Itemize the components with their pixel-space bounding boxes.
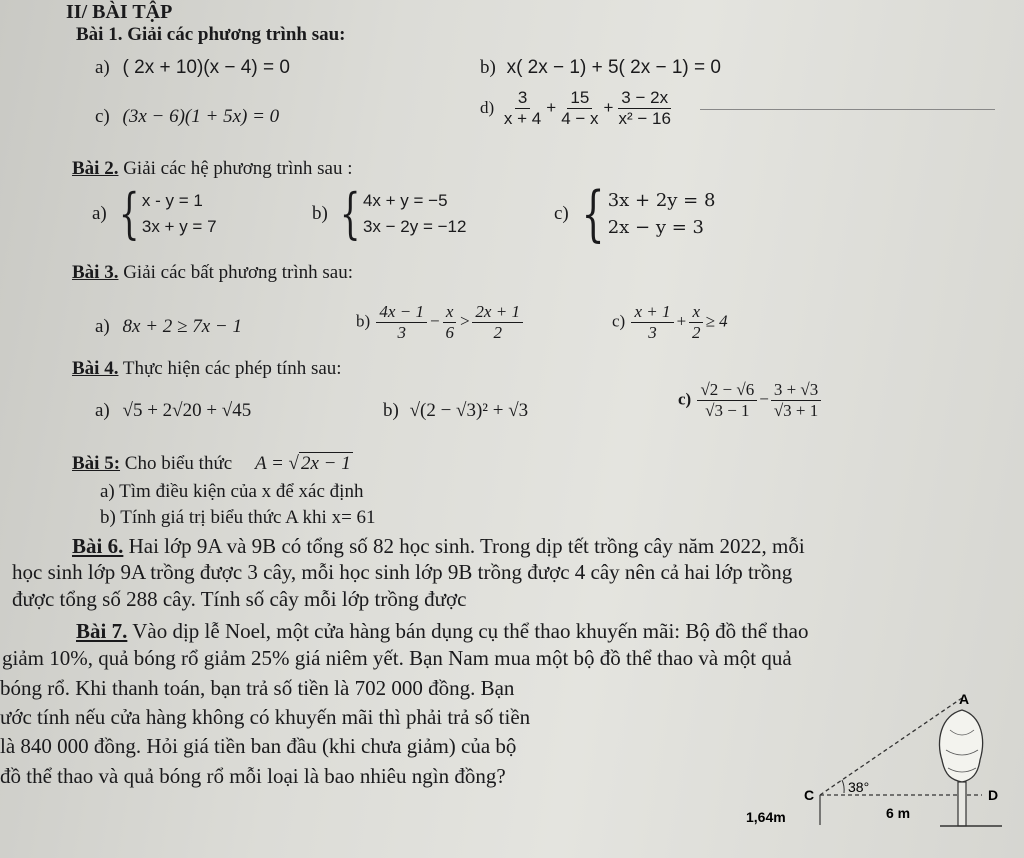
bai3-b-frac2 <box>442 302 457 343</box>
bai1-b-label: b) <box>480 57 496 78</box>
equation: 3x + 2y = 8 <box>607 190 716 211</box>
equation: 3x − 2y = −12 <box>362 217 467 236</box>
bai3-b-frac1 <box>376 302 427 343</box>
equation: x - y = 1 <box>141 191 203 210</box>
bai1-d-frac1 <box>501 88 544 129</box>
frac-denominator: x² − 16 <box>618 108 671 128</box>
bai4-title-rest: Thực hiện các phép tính sau: <box>118 358 342 379</box>
bai5-title <box>72 453 353 475</box>
frac-numerator: 4x − 1 <box>376 302 427 323</box>
frac-denominator: √3 + 1 <box>773 400 819 420</box>
bai7-line3: bóng rổ. Khi thanh toán, bạn trả số tiền là 702 000 đồng. Bạn <box>0 676 515 700</box>
bai7-line6: đồ thể thao và quả bóng rổ mỗi loại là bao nhiêu ngìn đồng? <box>0 764 506 788</box>
frac-numerator: √2 − √6 <box>697 380 757 401</box>
bai5-expr-lhs: A = √ <box>254 453 299 474</box>
bai6-title-bold: Bài 6. <box>72 534 124 558</box>
bai2-title-bold: Bài 2. <box>72 158 119 179</box>
bai5-expr <box>255 453 353 474</box>
bai6-line1 <box>72 534 805 559</box>
bai2-a-label: a) <box>92 203 107 224</box>
bai1-c-label: c) <box>95 106 110 127</box>
bai5-b: b) Tính giá trị biểu thức A khi x= 61 <box>100 507 376 528</box>
bai2-title <box>72 158 352 180</box>
frac-numerator: 3 − 2x <box>618 88 671 109</box>
bai5-title-bold: Bài 5: <box>72 453 121 474</box>
bai1-a <box>95 57 290 79</box>
bai2-b <box>312 182 467 245</box>
bai5-title-rest: Cho biểu thức <box>120 453 233 474</box>
bai3-b-op2: > <box>458 311 471 331</box>
bai1-d <box>480 88 676 129</box>
bai1-d-label: d) <box>480 97 495 117</box>
bai4-title <box>72 358 342 380</box>
bai1-d-op1: + <box>546 97 557 117</box>
frac-denominator: 2 <box>493 322 502 342</box>
bai5-expr-radicand: 2x − 1 <box>300 453 351 474</box>
frac-denominator: √3 − 1 <box>705 400 750 420</box>
bai3-title <box>72 262 353 284</box>
bai4-c-label: c) <box>678 389 692 409</box>
bai3-b <box>356 302 525 343</box>
bai7-line5: là 840 000 đồng. Hỏi giá tiền ban đầu (khi chưa giảm) của bộ <box>0 734 517 758</box>
bai3-b-frac3 <box>472 302 523 343</box>
frac-numerator: 3 + √3 <box>771 380 821 401</box>
bai3-c <box>612 302 728 343</box>
brace-icon: { <box>339 182 361 245</box>
bai2-a <box>92 182 217 245</box>
point-c-label: C <box>804 787 815 803</box>
frac-numerator: x <box>443 302 457 323</box>
bai6-text: Hai lớp 9A và 9B có tổng số 82 học sinh. Trong dịp tết trồng cây năm 2022, mỗi <box>123 534 805 558</box>
divider-line <box>700 109 995 110</box>
bai6-line3: được tổng số 288 cây. Tính số cây mỗi lớp trồng được <box>12 587 467 611</box>
bai4-b-label: b) <box>383 400 399 421</box>
bai3-c-frac2 <box>689 302 704 343</box>
bai2-a-system <box>112 182 217 245</box>
bai3-c-op2: ≥ 4 <box>705 311 728 331</box>
bai3-title-bold: Bài 3. <box>72 262 119 283</box>
bai3-a <box>95 316 242 338</box>
bai7-text: Vào dịp lễ Noel, một cửa hàng bán dụng cụ thể thao khuyến mãi: Bộ đồ thể thao <box>127 619 809 643</box>
bai2-b-label: b) <box>312 203 328 224</box>
height-label: 1,64m <box>746 809 786 825</box>
tree-angle-figure <box>740 680 1024 858</box>
frac-denominator: 3 <box>648 322 657 342</box>
bai3-a-expr: 8x + 2 ≥ 7x − 1 <box>122 316 242 337</box>
frac-denominator: 4 − x <box>561 108 599 128</box>
section-title: II/ BÀI TẬP <box>66 1 173 23</box>
bai1-title: Bài 1. Giải các phương trình sau: <box>76 24 346 45</box>
bai3-title-rest: Giải các bất phương trình sau: <box>118 262 354 283</box>
bai4-a-label: a) <box>95 400 110 421</box>
bai3-c-op1: + <box>675 311 687 331</box>
bai1-d-frac3 <box>615 88 673 129</box>
bai1-c <box>95 106 279 128</box>
bai1-a-expr: ( 2x + 10)(x − 4) = 0 <box>122 57 290 78</box>
bai3-c-frac1 <box>631 302 673 343</box>
angle-label: 38° <box>848 779 870 795</box>
tree-crown-icon <box>939 710 982 782</box>
equation: 3x + y = 7 <box>141 217 217 236</box>
bai1-d-frac2 <box>558 88 601 129</box>
bai1-b <box>480 57 721 79</box>
frac-numerator: x <box>689 302 703 323</box>
equation: 4x + y = −5 <box>362 191 448 210</box>
bai4-a-expr: √5 + 2√20 + √45 <box>122 400 252 421</box>
frac-numerator: x + 1 <box>631 302 673 323</box>
bai3-b-label: b) <box>356 311 371 331</box>
bai1-d-op2: + <box>603 97 614 117</box>
point-a-label: A <box>959 691 970 707</box>
bai4-c <box>678 380 823 421</box>
bai5-a: a) Tìm điều kiện của x để xác định <box>100 481 364 502</box>
bai4-title-bold: Bài 4. <box>72 358 119 379</box>
brace-icon: { <box>581 179 605 249</box>
distance-label: 6 m <box>886 805 911 821</box>
frac-numerator: 3 <box>515 88 530 109</box>
bai1-c-expr: (3x − 6)(1 + 5x) = 0 <box>122 106 280 127</box>
bai2-c <box>554 179 716 249</box>
frac-denominator: 2 <box>691 322 701 342</box>
bai4-c-frac1 <box>697 380 757 421</box>
angle-arc-icon <box>842 780 844 793</box>
brace-icon: { <box>118 182 140 245</box>
bai3-c-label: c) <box>612 311 626 331</box>
bai4-a <box>95 400 251 422</box>
equation: 2x − y = 3 <box>607 217 704 238</box>
bai4-c-frac2 <box>771 380 821 421</box>
bai4-b <box>383 400 528 422</box>
bai2-c-label: c) <box>554 203 569 224</box>
frac-numerator: 2x + 1 <box>472 302 523 323</box>
bai4-c-op: − <box>759 389 769 409</box>
frac-denominator: 3 <box>397 322 406 342</box>
bai2-c-system <box>574 179 716 249</box>
bai1-b-expr: x( 2x − 1) + 5( 2x − 1) = 0 <box>506 57 721 78</box>
bai4-b-expr: √(2 − √3)² + √3 <box>409 400 529 421</box>
point-d-label: D <box>988 787 999 803</box>
frac-denominator: x + 4 <box>503 108 542 128</box>
bai7-line1 <box>76 619 808 644</box>
bai7-line2: giảm 10%, quả bóng rổ giảm 25% giá niêm yết. Bạn Nam mua một bộ đồ thể thao và một quả <box>2 646 792 670</box>
bai7-title-bold: Bài 7. <box>76 619 128 643</box>
bai3-a-label: a) <box>95 316 110 337</box>
bai2-b-system <box>333 182 467 245</box>
frac-denominator: 6 <box>445 322 454 342</box>
bai3-b-op1: − <box>428 311 441 331</box>
bai7-line4: ước tính nếu cửa hàng không có khuyến mãi thì phải trả số tiền <box>0 705 531 729</box>
bai6-line2: học sinh lớp 9A trồng được 3 cây, mỗi học sinh lớp 9B trồng được 4 cây nên cả hai lớp trồng <box>12 560 793 584</box>
frac-numerator: 15 <box>567 88 592 109</box>
bai1-a-label: a) <box>95 57 110 78</box>
bai2-title-rest: Giải các hệ phương trình sau : <box>118 158 353 179</box>
tree-trunk-icon <box>958 782 966 826</box>
